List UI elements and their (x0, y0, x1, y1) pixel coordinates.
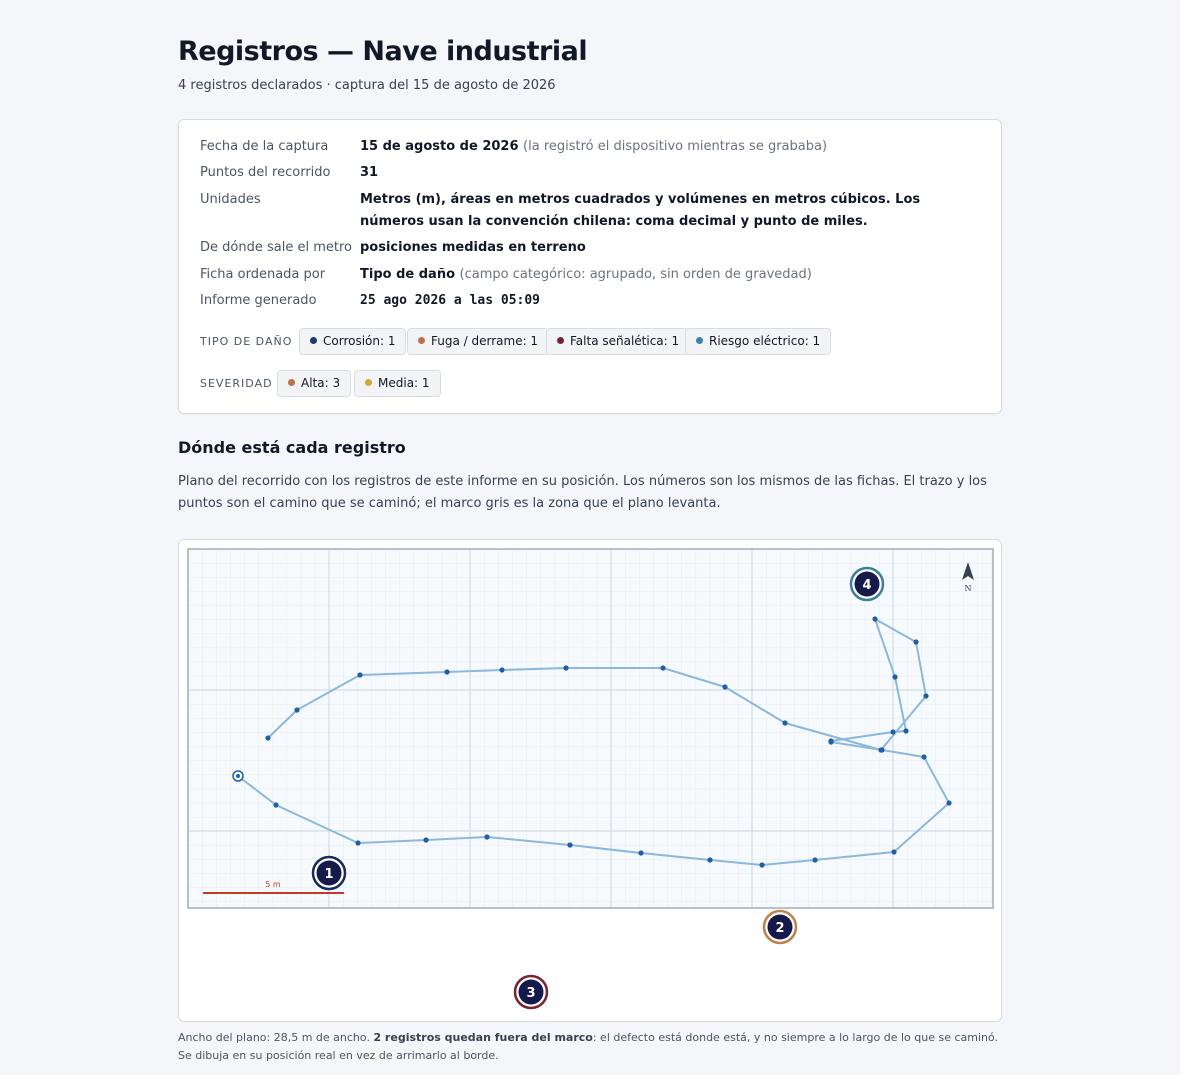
walk-point (892, 674, 897, 679)
damage-type-label: TIPO DE DAÑO (200, 335, 293, 348)
svg-text:1: 1 (324, 867, 334, 882)
svg-text:2: 2 (775, 921, 785, 936)
walk-point (499, 667, 504, 672)
chip-corrosion[interactable]: Corrosión: 1 (299, 328, 406, 355)
start-point (233, 771, 243, 781)
svg-text:3: 3 (526, 986, 536, 1001)
chip-electrical-risk[interactable]: Riesgo eléctrico: 1 (685, 328, 831, 355)
walk-point (660, 665, 665, 670)
walk-point (273, 802, 278, 807)
marker-3[interactable] (515, 976, 547, 1008)
walk-point (828, 738, 833, 743)
walk-point (707, 857, 712, 862)
map-section-title: Dónde está cada registro (178, 438, 406, 457)
page-subtitle: 4 registros declarados · captura del 15 de agosto de 2026 (178, 78, 556, 93)
walk-point (423, 837, 428, 842)
marker-1[interactable] (313, 857, 345, 889)
north-label: N (964, 584, 972, 593)
svg-text:4: 4 (862, 578, 872, 593)
chip-severity-medium[interactable]: Media: 1 (354, 370, 441, 397)
walk-point (923, 693, 928, 698)
chip-dot (418, 337, 425, 344)
chip-leak[interactable]: Fuga / derrame: 1 (407, 328, 549, 355)
map-card (178, 539, 1002, 1022)
marker-4[interactable] (851, 568, 883, 600)
walk-point (355, 840, 360, 845)
walk-point (722, 684, 727, 689)
map-footnote: Ancho del plano: 28,5 m de ancho. 2 registros quedan fuera del marco: el defecto está donde está, y no siempre a lo largo de lo que se caminó. Se dibuja en su posición real en vez de arrimarlo al borde. (178, 1031, 999, 1062)
chip-dot (365, 379, 372, 386)
summary-card: Fecha de la captura 15 de agosto de 2026 (la registró el dispositivo mientras se grababa) Puntos del recorrido 31 Unidades Metros (m), áreas en metros cuadrados y volúmenes en metros cúbicos. Los números usan la convención chilena: coma decimal y punto de miles. De dónde sale el metro posiciones medidas en terreno Ficha ordenada por Tipo de daño (campo categórico: agrupado, sin orden de gravedad) Informe generado 25 ago 2026 a las 05:09 TIPO DE DAÑO Corrosión: 1 Fuga / derrame: 1 Falta señalética: 1 Riesgo eléctrico: 1 SEVERIDAD Alta: 3 Media: 1 (178, 119, 1002, 414)
walk-point (946, 800, 951, 805)
marker-2[interactable] (764, 911, 796, 943)
map-section-description: Plano del recorrido con los registros de este informe en su posición. Los números son los mismos de las fichas. El trazo y los puntos son el camino que se caminó; el marco gris es la zona que el plano levanta. (178, 474, 987, 511)
walk-point (812, 857, 817, 862)
walk-point (444, 669, 449, 674)
chip-dot (288, 379, 295, 386)
chip-severity-high[interactable]: Alta: 3 (277, 370, 351, 397)
walk-point (872, 616, 877, 621)
walk-point (891, 849, 896, 854)
walk-point (294, 707, 299, 712)
severity-label: SEVERIDAD (200, 377, 273, 390)
walk-point (759, 862, 764, 867)
chip-missing-signage[interactable]: Falta señalética: 1 (546, 328, 690, 355)
walk-point (878, 747, 883, 752)
site-map (179, 540, 1003, 1023)
walk-point (638, 850, 643, 855)
chip-dot (310, 337, 317, 344)
chip-dot (557, 337, 564, 344)
walk-point (357, 672, 362, 677)
walk-point (484, 834, 489, 839)
walk-point (563, 665, 568, 670)
scale-label: 5 m (265, 880, 281, 889)
chip-dot (696, 337, 703, 344)
walk-point (921, 754, 926, 759)
walk-point (782, 720, 787, 725)
walk-point (890, 729, 895, 734)
walk-point (913, 639, 918, 644)
walk-point (567, 842, 572, 847)
page-title: Registros — Nave industrial (178, 36, 588, 67)
walk-point (903, 728, 908, 733)
walk-point (265, 735, 270, 740)
